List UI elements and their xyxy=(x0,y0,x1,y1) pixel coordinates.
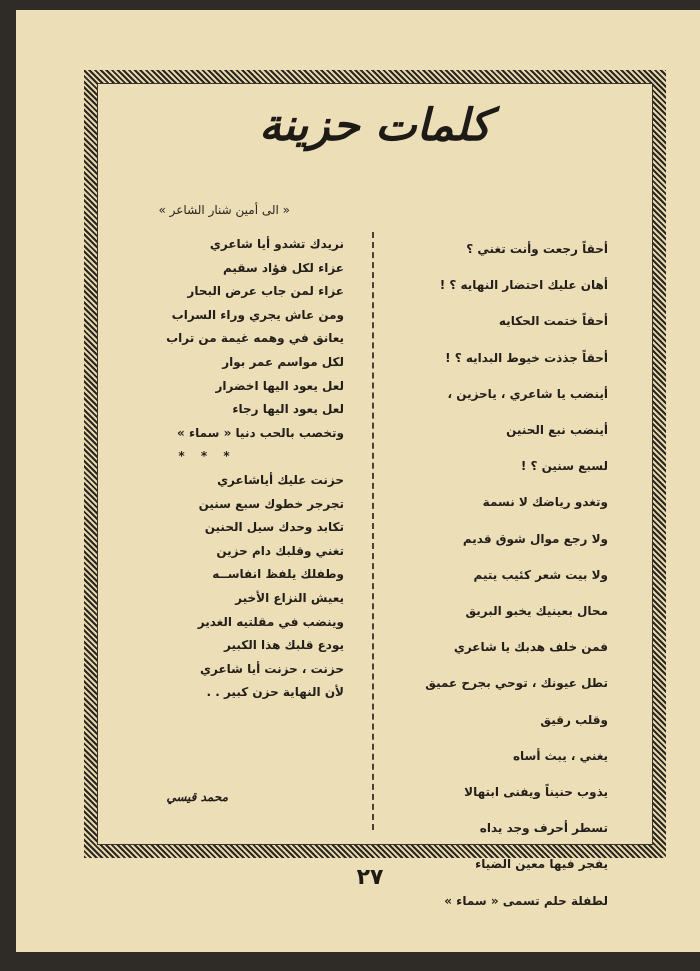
poem-line: أحقاً رجعت وأنت تغني ؟ xyxy=(466,242,608,256)
column-divider xyxy=(372,232,374,830)
poem-line: أهان عليك احتضار النهايه ؟ ! xyxy=(439,278,608,293)
poem-line: ومن عاش يجري وراء السراب xyxy=(171,307,344,322)
poem-line: أحقاً ختمت الحكايه xyxy=(498,314,608,329)
poem-line: يفجر فيها معين الضياء xyxy=(475,857,608,872)
poem-line: عزاء لكل فؤاد سقيم xyxy=(222,260,344,275)
poem-right-column xyxy=(400,231,608,919)
poem-line: وتخصب بالحب دنيا « سماء » xyxy=(177,425,344,440)
poem-line: عزاء لمن جاب عرض البحار xyxy=(187,284,344,299)
poem-line: محال بعينيك يخبو البريق xyxy=(465,604,608,619)
poem-line: لسبع سنين ؟ ! xyxy=(520,459,608,474)
poem-line: لعل يعود اليها اخضرار xyxy=(215,378,344,393)
poem-line: لطفلة حلم تسمى « سماء » xyxy=(444,893,608,908)
page-number: ٢٧ xyxy=(356,865,384,890)
poem-line: تطل عيونك ، توحي بجرح عميق xyxy=(425,676,608,691)
poem-line: لعل يعود اليها رجاء xyxy=(232,402,344,417)
poem-line: تسطر أحرف وجد يداه xyxy=(479,821,608,836)
poem-line: يودع قلبك هذا الكبير xyxy=(224,638,344,653)
poem-line: وقلب رقيق xyxy=(540,712,608,727)
poem-line: نريدك تشدو أيا شاعري xyxy=(209,237,344,251)
poem-left-column xyxy=(140,233,344,705)
poem-line: حزنت عليك أياشاعري xyxy=(217,472,344,487)
poem-line: وطفلك يلفظ انفاســه xyxy=(212,567,344,582)
poem-line: ولا رجع موال شوق قديم xyxy=(462,531,608,546)
poem-line: تغني وقلبك دام حزين xyxy=(216,543,344,558)
poem-line: يعيش النزاع الأخير xyxy=(235,590,344,605)
poem-line: أينضب يا شاعري ، ياحزين ، xyxy=(447,386,608,401)
poem-line: فمن خلف هدبك يا شاعري xyxy=(453,640,608,655)
poem-line: وتغدو رياضك لا نسمة xyxy=(482,495,608,510)
poem-line: أحقاً جذذت خيوط البدايه ؟ ! xyxy=(445,350,608,365)
poem-line: أينضب نبع الحنين xyxy=(506,423,608,438)
poem-line: يذوب حنيناً ويفنى ابتهالا xyxy=(464,785,608,800)
poem-line: تجرجر خطوك سبع سنين xyxy=(198,496,344,511)
poem-line: حزنت ، حزنت أيا شاعري xyxy=(199,661,344,676)
section-separator: * * * xyxy=(178,449,236,464)
dedication: « الى أمين شنار الشاعر » xyxy=(158,203,290,217)
poem-line: تكابد وحدك سيل الحنين xyxy=(204,520,344,535)
author-signature: محمد قيسي xyxy=(166,790,228,804)
poem-line: يغني ، يبث أساه xyxy=(512,748,608,763)
poem-title: كلمات حزينة xyxy=(259,100,491,151)
poem-line: وينضب في مقلتيه الغدير xyxy=(197,614,344,629)
poem-line: ولا بيت شعر كئيب يتيم xyxy=(473,567,608,582)
poem-line: لأن النهاية حزن كبير . . xyxy=(206,685,344,700)
poem-line: لكل مواسم عمر بوار xyxy=(222,354,344,369)
poem-line: يعانق في وهمه غيمة من تراب xyxy=(166,331,344,346)
